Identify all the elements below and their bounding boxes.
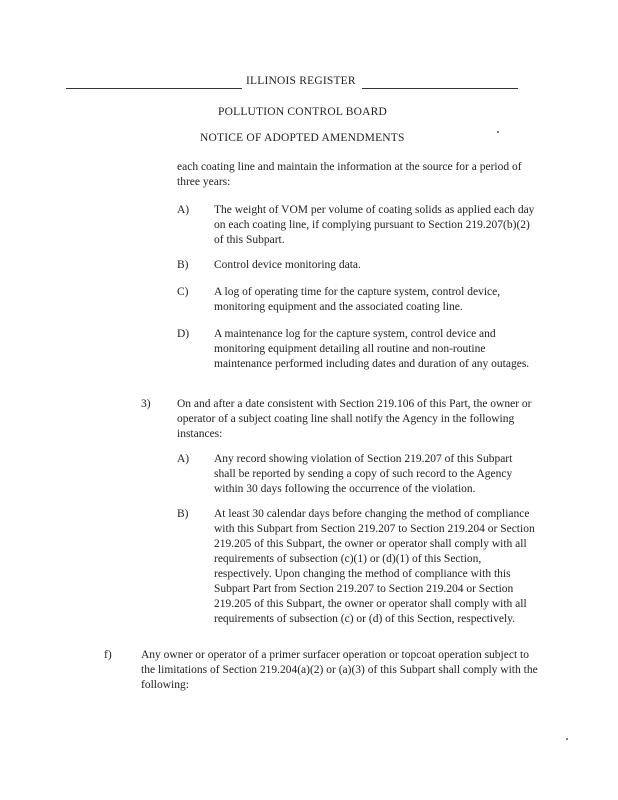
scan-speck (566, 738, 568, 740)
board-title: POLLUTION CONTROL BOARD (218, 106, 388, 118)
item-3a-label: A) (177, 453, 190, 465)
notice-title: NOTICE OF ADOPTED AMENDMENTS (200, 132, 405, 144)
item-2c-label: C) (177, 286, 189, 298)
intro-continuation: each coating line and maintain the information at the source for a period of three years: (177, 161, 522, 188)
register-title: ILLINOIS REGISTER (246, 75, 356, 87)
item-3a-text: Any record showing violation of Section 219.207 of this Subpart shall be reported by sending a copy of such record to the Agency within 30 days following the occurrence of the violation. (214, 453, 513, 495)
item-2a-text: The weight of VOM per volume of coating solids as applied each day on each coating line, if complying pursuant to Section 219.207(b)(2) of this Subpart. (214, 204, 535, 246)
item-f-text: Any owner or operator of a primer surfacer operation or topcoat operation subject to the limitations of Section 219.204(a)(2) or (a)(3) of this Subpart shall comply with the following: (141, 649, 538, 691)
item-3-label: 3) (141, 398, 151, 410)
item-3b-text: At least 30 calendar days before changing the method of compliance with this Subpart from Section 219.207 to Section 219.204 or Section 219.205 of this Subpart, the owner or operator shall comply with all requirements of subsection (c)(1) or (d)(1) of this Section, respectively. Upon changing the method of compliance with this Subpart Part from Section 219.207 to Section 219.204 or Section 219.205 of this Subpart, the owner or operator shall comply with all requirements of subsection (c) or (d) of this Section, respectively. (214, 508, 535, 625)
scan-speck (497, 131, 499, 133)
item-2b-label: B) (177, 259, 189, 271)
item-2d-label: D) (177, 328, 190, 340)
item-2a-label: A) (177, 204, 190, 216)
item-2c-text: A log of operating time for the capture system, control device, monitoring equipment and the associated coating line. (214, 286, 501, 313)
item-3b-label: B) (177, 508, 189, 520)
item-2b-text: Control device monitoring data. (214, 259, 361, 271)
header-rule-right (362, 88, 518, 89)
item-3-text: On and after a date consistent with Section 219.106 of this Part, the owner or operator of a subject coating line shall notify the Agency in the following instances: (177, 398, 532, 440)
header-rule-left (66, 88, 242, 89)
item-f-label: f) (104, 649, 112, 661)
item-2d-text: A maintenance log for the capture system, control device and monitoring equipment detailing all routine and non-routine maintenance performed including dates and duration of any outages. (214, 328, 530, 370)
